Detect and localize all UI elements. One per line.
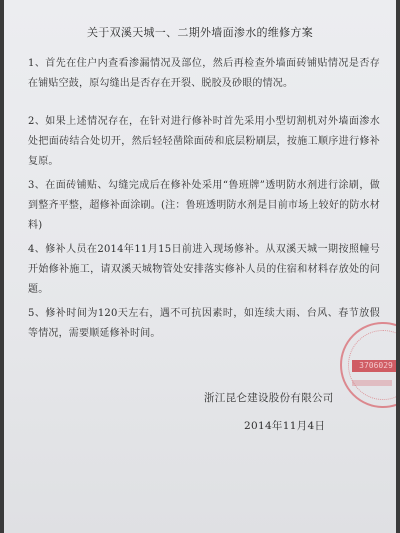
clause-1: 1、首先在住户内查看渗漏情况及部位，然后再检查外墙面砖铺贴情况是否存在铺贴空鼓，原勾缝出是否存在开裂、脱胶及砂眼的情况。: [28, 58, 380, 89]
seal-number: 3706029: [352, 360, 396, 372]
clause-3: 3、在面砖铺贴、勾缝完成后在修补处采用“鲁班牌”透明防水剂进行涂刷，做到整齐平整，超修补面涂刷。(注：鲁班透明防水剂是目前市场上较好的防水材料): [28, 180, 380, 231]
document-title: 关于双溪天城一、二期外墙面渗水的维修方案: [87, 26, 313, 39]
document-page: [4, 0, 396, 533]
company-name: 浙江昆仑建设股份有限公司: [204, 392, 334, 404]
seal-ink-mark: [352, 380, 392, 386]
clause-4: 4、修补人员在2014年11月15日前进入现场修补。从双溪天城一期按照幢号开始修补施工，请双溪天城物管处安排落实修补人员的住宿和材料存放处的问题。: [28, 244, 380, 295]
clause-2: 2、如果上述情况存在，在针对进行修补时首先采用小型切割机对外墙面渗水处把面砖结合处切开，然后轻轻凿除面砖和底层粉刷层，按施工顺序进行修补复原。: [28, 116, 380, 167]
clause-5: 5、修补时间为120天左右，遇不可抗因素时，如连续大雨、台风、春节放假等情况，需要顺延修补时间。: [28, 308, 380, 339]
document-date: 2014年11月4日: [244, 420, 326, 432]
